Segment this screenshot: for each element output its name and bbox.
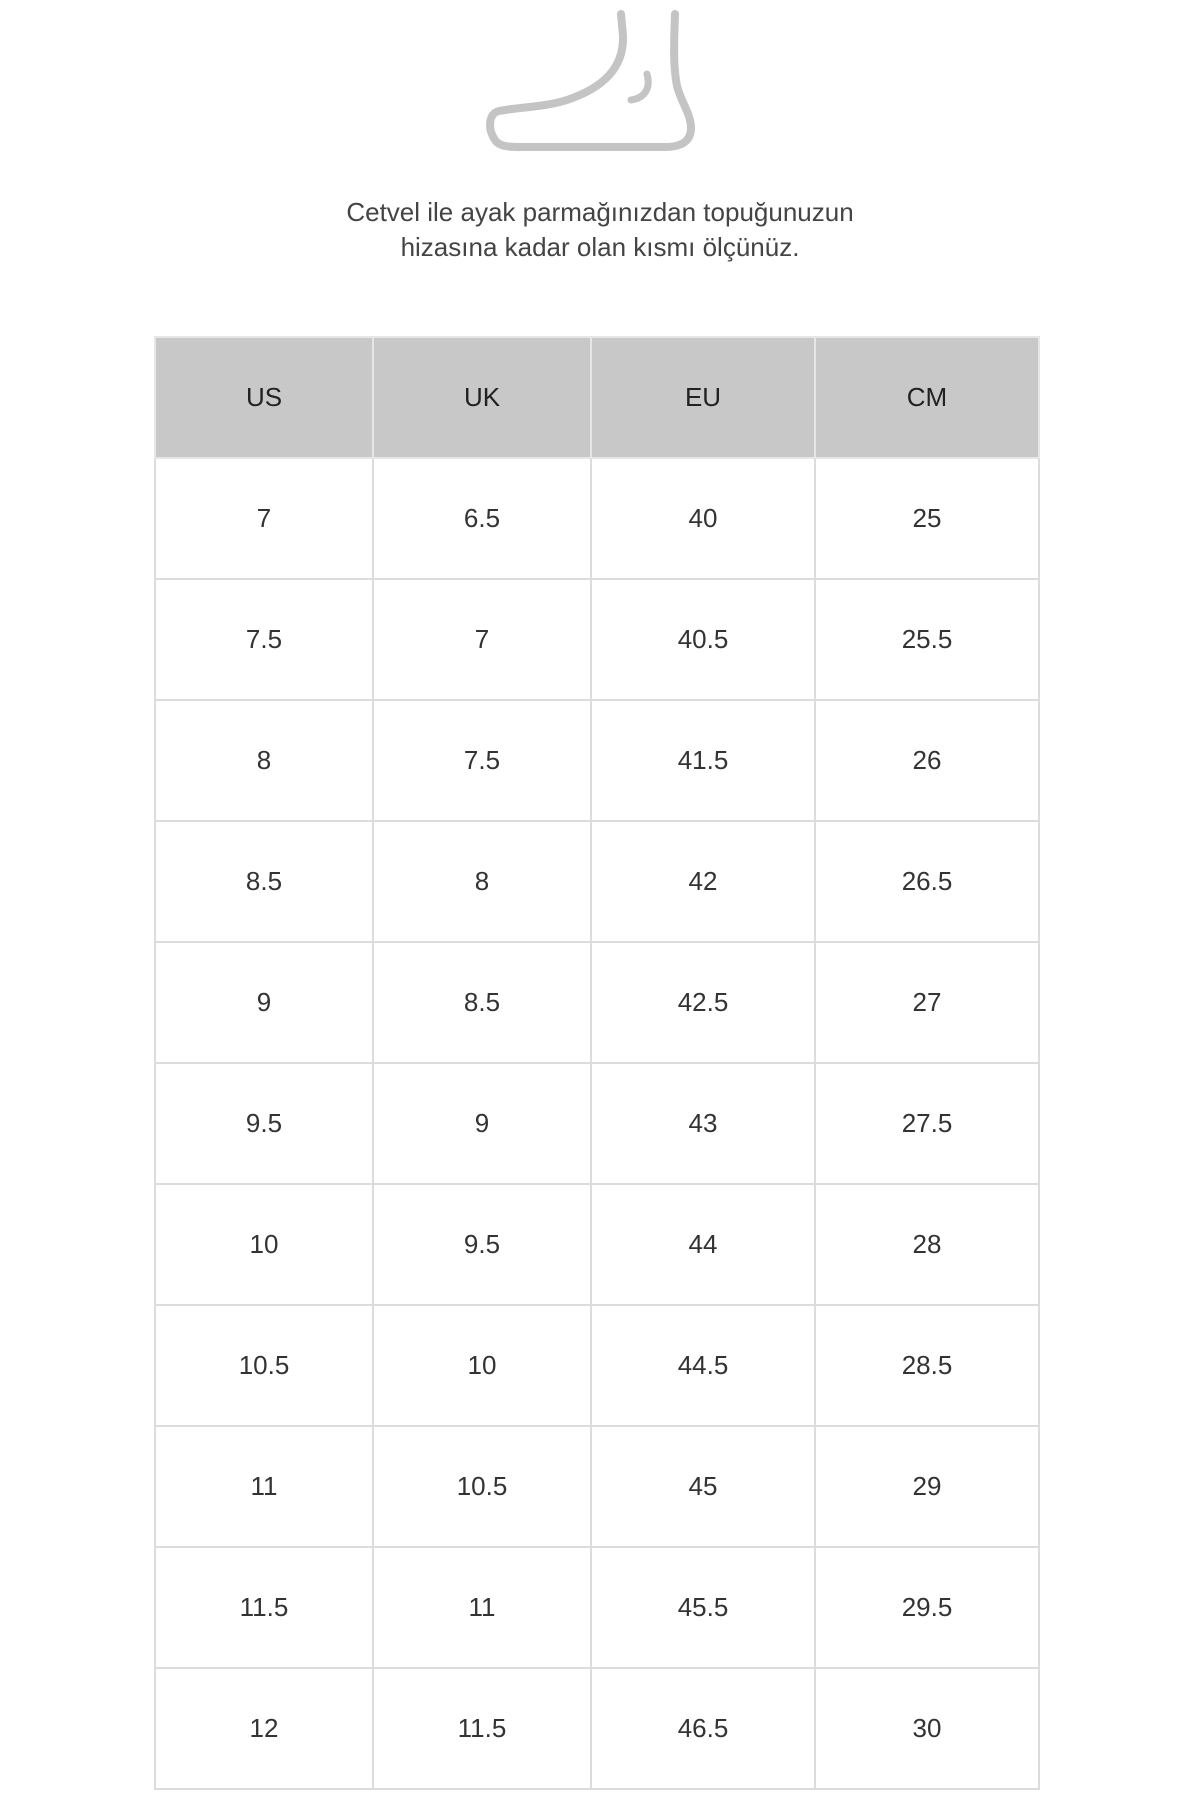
cell-uk: 11: [373, 1547, 591, 1668]
table-row: [155, 579, 1039, 700]
cell-eu: 43: [591, 1063, 815, 1184]
foot-icon: [485, 6, 705, 151]
cell-eu: 46.5: [591, 1668, 815, 1789]
cell-uk: 9: [373, 1063, 591, 1184]
table-row: [155, 821, 1039, 942]
cell-us: 9: [155, 942, 373, 1063]
cell-us: 9.5: [155, 1063, 373, 1184]
table-row: [155, 700, 1039, 821]
cell-uk: 11.5: [373, 1668, 591, 1789]
cell-us: 8.5: [155, 821, 373, 942]
cell-eu: 42: [591, 821, 815, 942]
cell-us: 10.5: [155, 1305, 373, 1426]
cell-eu: 40.5: [591, 579, 815, 700]
table-row: [155, 1184, 1039, 1305]
cell-cm: 27.5: [815, 1063, 1039, 1184]
cell-cm: 30: [815, 1668, 1039, 1789]
cell-us: 10: [155, 1184, 373, 1305]
cell-eu: 45.5: [591, 1547, 815, 1668]
cell-cm: 29: [815, 1426, 1039, 1547]
cell-us: 11: [155, 1426, 373, 1547]
cell-eu: 44: [591, 1184, 815, 1305]
table-row: [155, 1305, 1039, 1426]
cell-uk: 7.5: [373, 700, 591, 821]
cell-us: 7.5: [155, 579, 373, 700]
cell-uk: 8.5: [373, 942, 591, 1063]
cell-eu: 40: [591, 458, 815, 579]
measurement-instructions: [0, 195, 1200, 265]
table-header-row: [155, 337, 1039, 458]
instructions-line-2: hizasına kadar olan kısmı ölçünüz.: [400, 232, 800, 262]
cell-cm: 26.5: [815, 821, 1039, 942]
column-header-cm: CM: [815, 337, 1039, 458]
cell-uk: 9.5: [373, 1184, 591, 1305]
table-row: [155, 1426, 1039, 1547]
cell-cm: 25.5: [815, 579, 1039, 700]
cell-uk: 6.5: [373, 458, 591, 579]
cell-uk: 10: [373, 1305, 591, 1426]
table-row: [155, 1063, 1039, 1184]
cell-uk: 10.5: [373, 1426, 591, 1547]
table-row: [155, 942, 1039, 1063]
cell-uk: 7: [373, 579, 591, 700]
cell-cm: 28.5: [815, 1305, 1039, 1426]
cell-us: 7: [155, 458, 373, 579]
cell-us: 8: [155, 700, 373, 821]
column-header-uk: UK: [373, 337, 591, 458]
table-row: [155, 458, 1039, 579]
cell-cm: 28: [815, 1184, 1039, 1305]
cell-uk: 8: [373, 821, 591, 942]
cell-eu: 41.5: [591, 700, 815, 821]
column-header-eu: EU: [591, 337, 815, 458]
size-chart-table: [154, 336, 1040, 1790]
cell-cm: 26: [815, 700, 1039, 821]
cell-cm: 25: [815, 458, 1039, 579]
table-row: [155, 1547, 1039, 1668]
cell-cm: 27: [815, 942, 1039, 1063]
cell-eu: 42.5: [591, 942, 815, 1063]
cell-eu: 45: [591, 1426, 815, 1547]
table-row: [155, 1668, 1039, 1789]
instructions-line-1: Cetvel ile ayak parmağınızdan topuğunuzun: [346, 197, 854, 227]
cell-eu: 44.5: [591, 1305, 815, 1426]
cell-us: 12: [155, 1668, 373, 1789]
column-header-us: US: [155, 337, 373, 458]
cell-us: 11.5: [155, 1547, 373, 1668]
cell-cm: 29.5: [815, 1547, 1039, 1668]
